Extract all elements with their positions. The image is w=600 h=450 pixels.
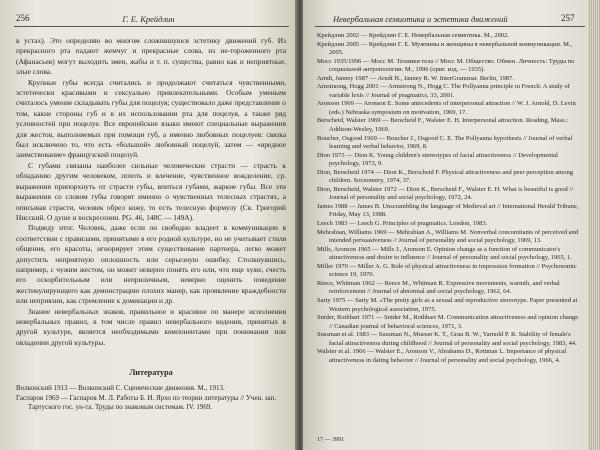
main-text (16, 36, 286, 348)
page-edges (588, 0, 600, 450)
reference-item: Miller 1970 — Miller A. G. Role of physical attractiveness in impression formation // Psychonomic science 19, 1970. (317, 262, 577, 279)
reference-item: Leech 1983 — Leech G. Principles of pragmatics. London, 1983. (317, 220, 488, 228)
paragraph: С губами связаны наиболее сильные человеческие страсти — страсть к обладанию другим человеком, похоть и влечение, чувственное вожделение, ср. выражения припорхнуть от страсти губы, впиться губами, жаркие губы. Все эти выражения со словом губы говорят именно о чувственных телесных страстях, а описывая страсти, человек обрел кожу, то есть телесную формулу (Св. Григорий Нисский. О душе и воскресении. PG. 46, 148C — 149A). (16, 160, 286, 222)
right-page (303, 0, 600, 450)
reference-item: Arndt, Janney 1987 — Arndt H., Janney R. W. InterGrammar. Berlin, 1987. (317, 74, 514, 82)
reference-item: Snider, Rothbart 1971 — Snider M., Rothbart M. Communication attractiveness and opinion change // Canadian journal of behavioral sciences, 1971, 3. (317, 314, 579, 330)
reference-item: Dion, Berscheid, Walster 1972 — Dion K., Berscheid F., Walster E. H. What is beautiful is good // Journal of personality and social psychology, 1972, 24. (317, 185, 574, 202)
running-head: Невербальная семиотика и эстетика движений (333, 14, 508, 24)
reference-item: Sussman et al. 1983 — Sussman N., Mueser K. T., Grau B. W., Yarnold P. R. Stability of female's facial attractiveness during childhood // Journal of personality and social psychology, 1983, 44. (317, 331, 577, 347)
reference-item: Волконский 1913 — Волконский С. Сценические движения. М., 1913. (16, 384, 225, 392)
reference-item: Walster et al. 1966 — Walster E., Aronson V., Abrahams D., Rottman L. Importance of physical attractiveness in dating behavior // Journal of personality and social psychology, 1966, 4. (317, 348, 567, 364)
reference-item: Arnstraong, Hogg 2001 — Armstrong N., Hogg C. The Pollyanna principle in French: A study of variable lexis // Journal of pragmatics, 33, 2001. (317, 83, 570, 99)
paragraph: Знание невербальных знаков, правильное и красивое по манере исполнения невербальных правил, в том числе правил невербального ведения, принятых в другой культуре, является необходимыми компонентами при понимании или овладении другой культуры. (16, 306, 286, 347)
printer-signature-mark: 17 — 3991 (317, 437, 344, 443)
references-list (317, 32, 583, 365)
reference-item: Dion, Berscheid 1974 — Dion K., Berscheid F. Physical attractiveness and peer perception among children. Sociometry, 1974, 37. (317, 168, 573, 185)
reference-item: Aronson 1969 — Aronson E. Some antecedents of interpersonal attraction // W. J. Arnold, D. Levin (eds.) Nebraska symposium on motivation, 1969, 17. (317, 100, 576, 116)
reference-item: Mills, Aronson 1965 — Mills J., Aronson E. Opinion change as a function of communicator's attractiveness and desire to influence // Journal of personality and social psychology, 1965, 1. (317, 245, 572, 262)
left-page (0, 0, 297, 450)
reference-item: Sarty 1975 — Sarty M. «The pretty girls as a sexual and reproductive stereotype. Paper presented at Western psychological association, 1975. (317, 296, 578, 313)
paragraph: Подведу итог. Человек, даже если он свободно владеет в коммуникации в соответствии с правилами, принятыми в его родной культуре, но не учитывает стиля общения, его красоты, игнорирует этим существование партнера, легко может допустить неприятную оплошность или серьезную ошибку. Столкнувшись, например, с чужим жестом, он может неверно понять его или, что еще хуже, счесть его оскорбительным или неприличным, неверно оценить поведение жестикулирующего как демонстрацию плохих манер, как проявление враждебности или неприязни, как стремление к доминации и др. (16, 223, 286, 306)
reference-item: Berscheid, Walster 1969 — Berscheid F., Walster E. H. Interpersonal attraction. Reading, Mass.: Addison-Wesley, 1969. (317, 117, 568, 134)
references-heading: Литература (129, 368, 173, 377)
reference-item: Mehrabian, Williams 1969 — Mehrabian A., Williams M. Nonverbal concomitants of perceived and intended persuasiveness // Journal of personality and social psychology, 1969, 13. (317, 228, 578, 245)
reference-item: Dion 1973 — Dion K. Young children's stereotypes of facial attractiveness // Developmental psychology, 1973, 9. (317, 151, 558, 168)
reference-item: Крейдлин 2005 — Крейдлин Г. Е. Мужчины и женщины в невербальной коммуникации. М., 2005. (317, 40, 573, 57)
reference-item: James 1988 — James B. Unscrambling the language of Medieval art // International Herald Tribune, Friday, May 13, 1988. (317, 202, 579, 219)
header-rule (315, 26, 585, 27)
reference-item: Boucher, Osgood 1969 — Boucher J., Osgood C. E. The Pollyanna hypothesis // Journal of verbal learning and verbal behavior, 1969, 8. (317, 134, 573, 151)
page-number: 256 (16, 13, 30, 23)
reference-item: Мосс 1935/1996 — Мосс М. Техники тела // Мосс М. Общество. Обмен. Личность: Труды по социальной антропологии. М., 1996 (ориг. изд. — 1935). (317, 57, 575, 74)
reference-item: Гаспаров 1969 — Гаспаров М. Л. Работы Б. И. Ярхо по теории литературы // Учен. зап. Тартуского гос. ун-та. Труды по знаковым системам. IV. 1969. (16, 393, 277, 412)
header-rule (14, 26, 289, 27)
references-list (16, 384, 286, 413)
page-number: 257 (561, 13, 575, 23)
reference-item: Reece, Whitman 1962 — Reece M., Whitman R. Expressive movements, warmth, and verbal reinforcement // Journal of abnormal and social psychology, 1962, 64. (317, 279, 560, 296)
reference-item: Крейдлин 2002 — Крейдлин Г. Е. Невербальная семиотика. М., 2002. (317, 32, 509, 39)
running-head: Г. Е. Крейдлин (122, 14, 175, 24)
paragraph: в устах). Это определяю во многом сложившуюся эстетику движений губ. Из прекрасного рта падают жемчуг и прекрасные слова, из не-тороженного рта (Афанасьев) могут выходить змеи, жабы и т. п. существа, равно как и неприятные, злые слова. (16, 36, 286, 77)
paragraph: Крупные губы всегда считались и продолжают считаться чувственными, эстетически красивыми и сексуально привлекательными. Особым уменьем считалось умение складывать губы для поцелуя; существовало даже представление о том, какие стороны губ и в их использовании рта для поцелуя, а также ряд условностей при поцелуе. Все европейские языки имеют специальные выражения для жестов, выполняемых при помощи губ, а именно любовных поцелуев: связка был исключено то, что есть «большой» любовный поцелуй, затем — «вредное заимствование» французский поцелуй. (16, 77, 286, 160)
